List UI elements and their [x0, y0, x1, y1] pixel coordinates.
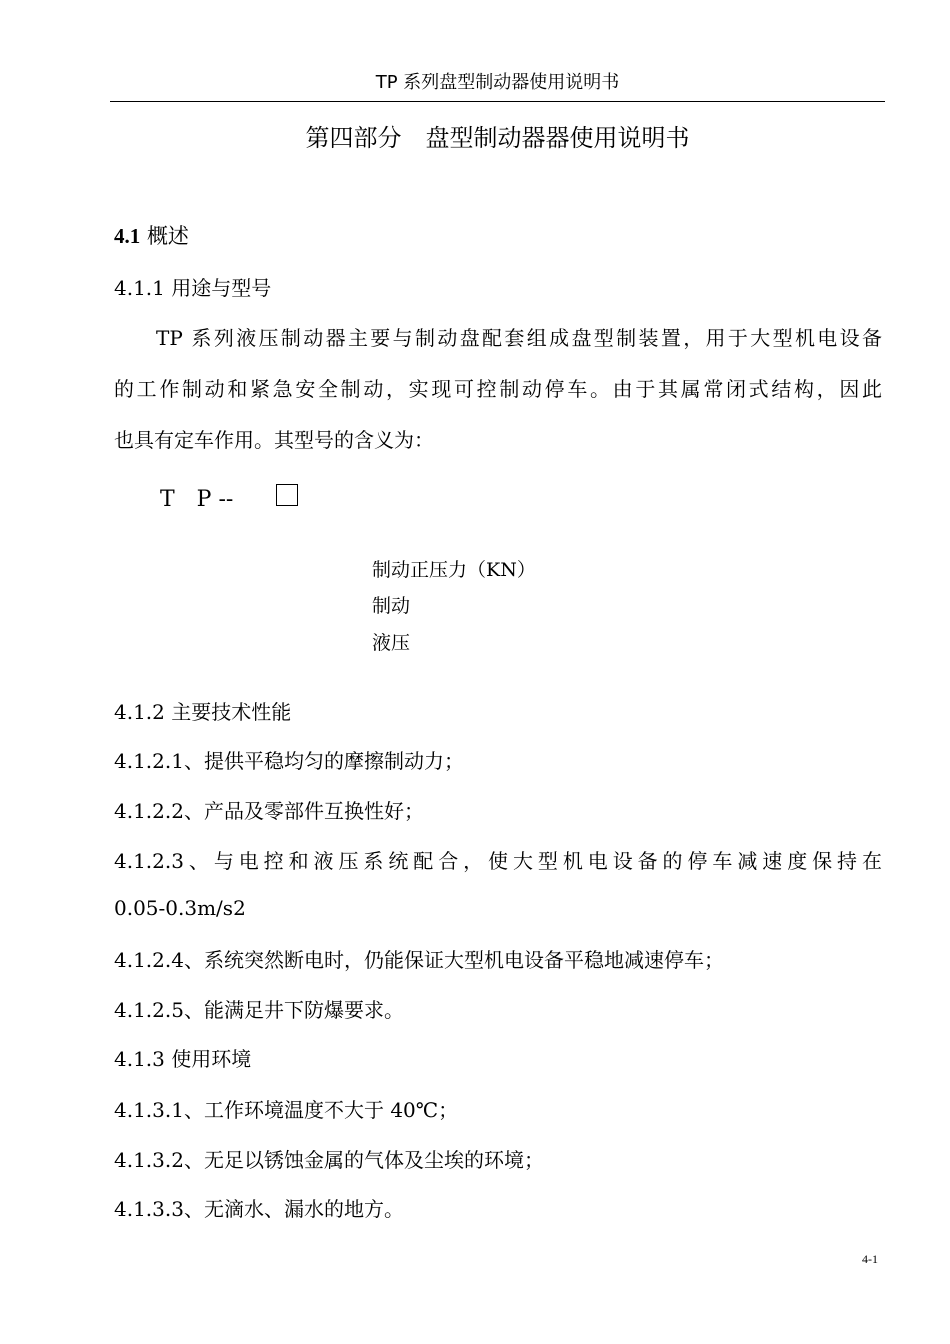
- model-code: T P --: [160, 487, 234, 512]
- subsection-heading-4-1-2: 4.1.2 主要技术性能: [114, 700, 292, 724]
- list-item: 4.1.3.3、无滴水、漏水的地方。: [114, 1197, 404, 1221]
- list-item-multiline: [114, 845, 882, 947]
- section-number: 4.1: [114, 224, 141, 248]
- model-label-brake: 制动: [372, 595, 411, 617]
- running-header: TP 系列盘型制动器使用说明书: [375, 72, 620, 93]
- paragraph-line: TP 系列液压制动器主要与制动盘配套组成盘型制装置，用于大型机电设备: [156, 326, 882, 350]
- paragraph-line: 的工作制动和紧急安全制动，实现可控制动停车。由于其属常闭式结构，因此: [114, 377, 882, 401]
- section-heading-4-1: [114, 220, 189, 250]
- section-title: 概述: [146, 224, 189, 248]
- list-item: 4.1.3.2、无足以锈蚀金属的气体及尘埃的环境；: [114, 1148, 544, 1172]
- list-item: 4.1.2.5、能满足井下防爆要求。: [114, 998, 404, 1022]
- paragraph-line: 也具有定车作用。其型号的含义为：: [114, 428, 434, 452]
- model-label-pressure: 制动正压力（KN）: [372, 559, 536, 581]
- subsection-heading-4-1-3: 4.1.3 使用环境: [114, 1047, 252, 1071]
- list-item: 4.1.2.1、提供平稳均匀的摩擦制动力；: [114, 749, 464, 773]
- list-item-line: 4.1.2.3、与电控和液压系统配合，使大型机电设备的停车减速度保持在: [114, 849, 882, 873]
- list-item: 4.1.2.4、系统突然断电时，仍能保证大型机电设备平稳地减速停车；: [114, 948, 724, 972]
- list-item-line: 0.05-0.3m/s2: [114, 896, 246, 920]
- model-code-box: [276, 484, 298, 506]
- paragraph-usage: [114, 322, 882, 475]
- page-number: 4-1: [862, 1252, 878, 1266]
- list-item: 4.1.3.1、工作环境温度不大于 40℃；: [114, 1098, 459, 1122]
- header-rule: [110, 101, 885, 102]
- model-label-hydraulic: 液压: [372, 632, 411, 654]
- list-item: 4.1.2.2、产品及零部件互换性好；: [114, 799, 424, 823]
- subsection-heading-4-1-1: 4.1.1 用途与型号: [114, 276, 272, 300]
- part-title: 第四部分 盘型制动器器使用说明书: [305, 124, 690, 152]
